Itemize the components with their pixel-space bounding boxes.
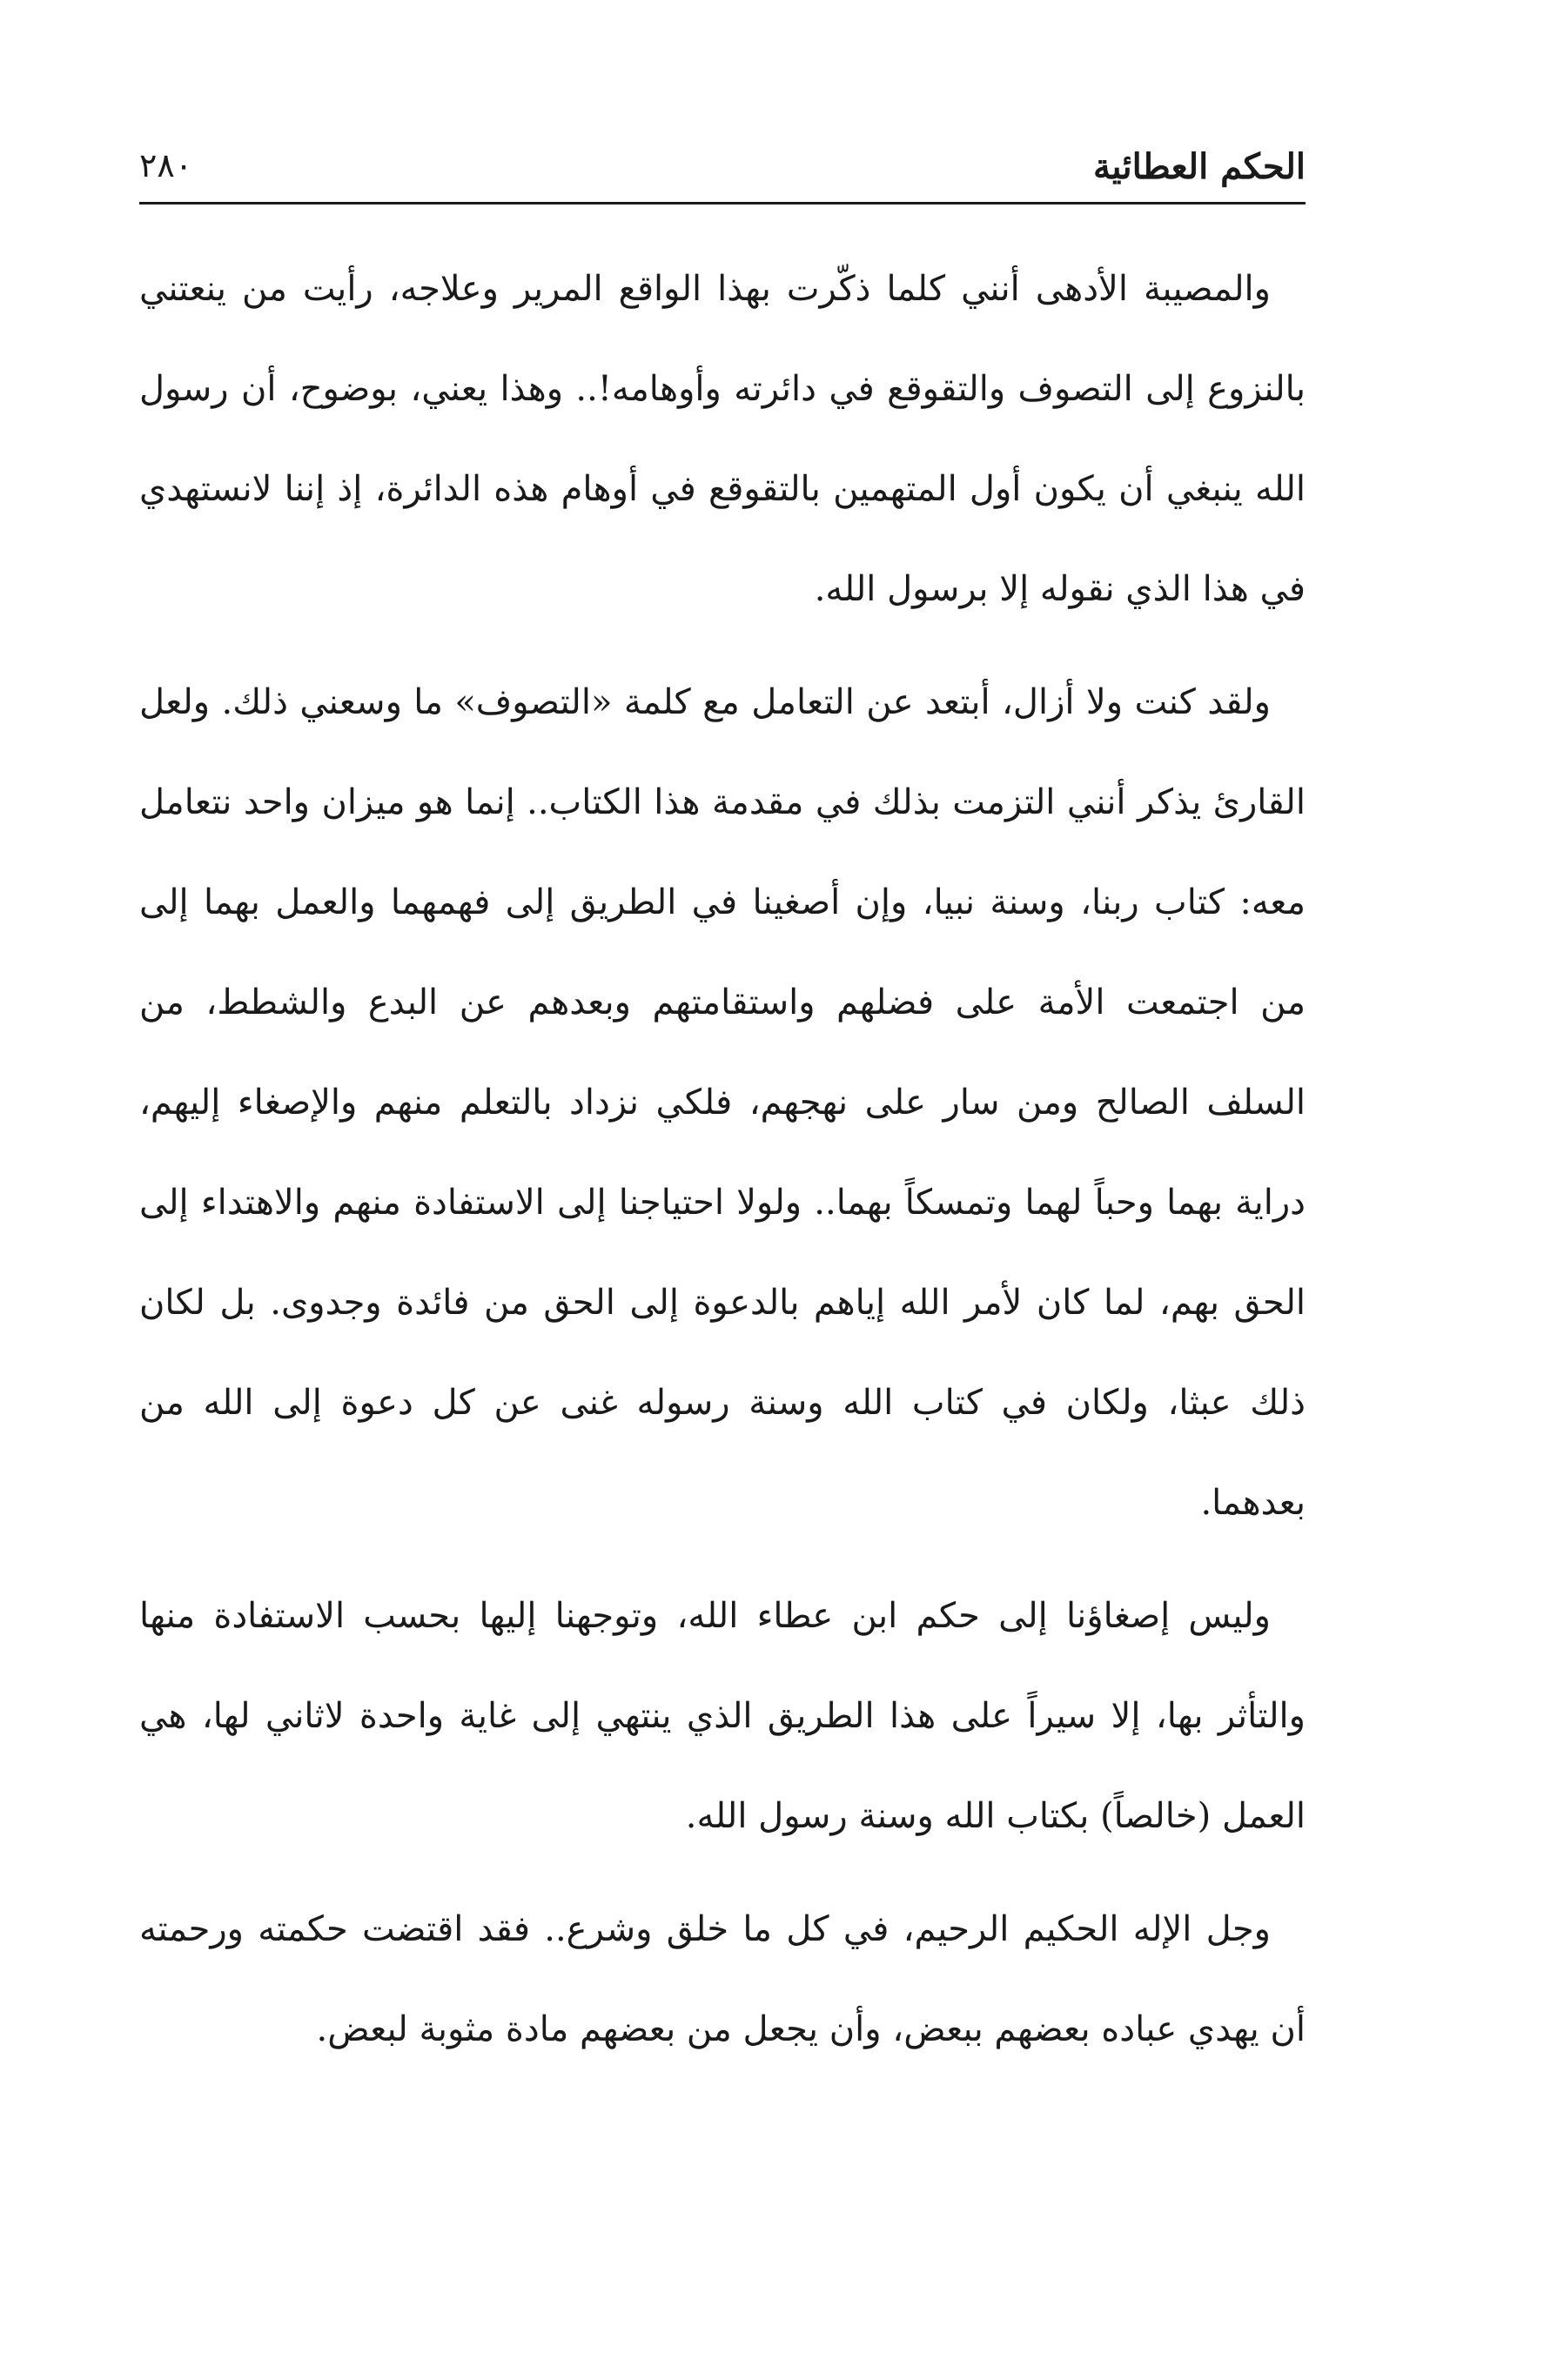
header-rule <box>139 202 1306 204</box>
running-header <box>139 131 1306 200</box>
paragraph-3: وليس إصغاؤنا إلى حكم ابن عطاء الله، وتوجهنا إليها بحسب الاستفادة منها والتأثر بها، إلا سيراً على هذا الطريق الذي ينتهي إلى غاية واحدة لاثاني لها، هي العمل (خالصاً) بكتاب الله وسنة رسول الله. <box>139 1596 1306 1836</box>
paragraph-2: ولقد كنت ولا أزال، أبتعد عن التعامل مع كلمة «التصوف» ما وسعني ذلك. ولعل القارئ يذكر أنني التزمت بذلك في مقدمة هذا الكتاب.. إنما هو ميزان واحد نتعامل معه: كتاب ربنا، وسنة نبيا، وإن أصغينا في الطريق إلى فهمهما والعمل بهما إلى من اجتمعت الأمة على فضلهم واستقامتهم وبعدهم عن البدع والشطط، من السلف الصالح ومن سار على نهجهم، فلكي نزداد بالتعلم منهم والإصغاء إليهم، دراية بهما وحباً لهما وتمسكاً بهما.. ولولا احتياجنا إلى الاستفادة منهم والاهتداء إلى الحق بهم، لما كان لأمر الله إياهم بالدعوة إلى الحق من فائدة وجدوى. بل لكان ذلك عبثا، ولكان في كتاب الله وسنة رسوله غنى عن كل دعوة إلى الله من بعدهما. <box>139 682 1306 1523</box>
header-title: الحكم العطائية <box>1092 146 1306 187</box>
paragraph-1: والمصيبة الأدهى أنني كلما ذكّرت بهذا الواقع المرير وعلاجه، رأيت من ينعتني بالنزوع إلى التصوف والتقوقع في دائرته وأوهامه!.. وهذا يعني، بوضوح، أن رسول الله ينبغي أن يكون أول المتهمين بالتقوقع في أوهام هذه الدائرة، إذ إننا لانستهدي في هذا الذي نقوله إلا برسول الله. <box>139 269 1306 609</box>
page-number: ٢٨٠ <box>139 146 193 184</box>
paragraph-4: وجل الإله الحكيم الرحيم، في كل ما خلق وشرع.. فقد اقتضت حكمته ورحمته أن يهدي عباده بعضهم ببعض، وأن يجعل من بعضهم مادة مثوبة لبعض. <box>139 1909 1306 2049</box>
book-page <box>139 131 1306 2263</box>
body-text <box>139 239 1306 2093</box>
